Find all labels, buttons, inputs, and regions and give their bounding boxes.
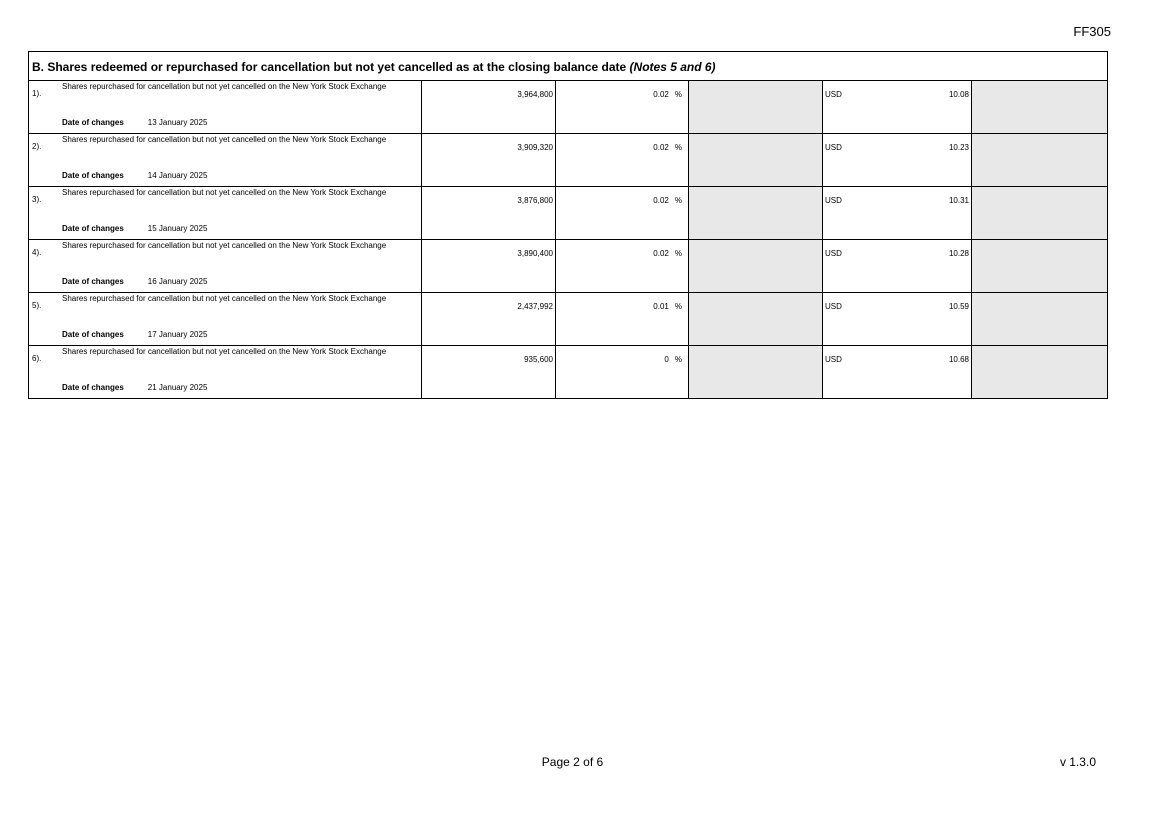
shaded-cell-end [972, 187, 1108, 240]
currency-code: USD [825, 143, 842, 152]
description-cell [29, 293, 422, 346]
date-line [62, 277, 207, 286]
shaded-cell-end [972, 134, 1108, 187]
page-number: Page 2 of 6 [541, 755, 604, 769]
description-cell [29, 346, 422, 399]
percent-cell [556, 346, 689, 399]
row-index: 4). [32, 248, 42, 257]
date-value: 21 January 2025 [147, 383, 208, 392]
section-heading [28, 51, 1108, 80]
row-description: Shares repurchased for cancellation but not yet cancelled on the New York Stock Exchange [62, 135, 387, 144]
percent-sign: % [674, 196, 682, 205]
section-title: B. Shares redeemed or repurchased for cancellation but not yet cancelled as at the closing balance date [32, 60, 627, 74]
percent-cell [556, 187, 689, 240]
percent-value: 0.02 [653, 143, 669, 152]
price-cell [823, 81, 972, 134]
row-description: Shares repurchased for cancellation but not yet cancelled on the New York Stock Exchange [62, 347, 387, 356]
price-cell [823, 187, 972, 240]
table-row [29, 293, 1108, 346]
percent-value: 0.02 [653, 90, 669, 99]
description-cell [29, 187, 422, 240]
shaded-cell-end [972, 81, 1108, 134]
table-row [29, 134, 1108, 187]
shaded-cell [689, 134, 823, 187]
percent-value: 0.01 [653, 302, 669, 311]
date-label: Date of changes [62, 277, 124, 286]
price-value: 10.23 [948, 143, 969, 152]
date-line [62, 224, 207, 233]
row-index: 3). [32, 195, 42, 204]
currency-code: USD [825, 90, 842, 99]
row-description: Shares repurchased for cancellation but not yet cancelled on the New York Stock Exchange [62, 241, 387, 250]
price-cell [823, 134, 972, 187]
shaded-cell [689, 293, 823, 346]
table-row [29, 240, 1108, 293]
currency-code: USD [825, 355, 842, 364]
price-value: 10.31 [948, 196, 969, 205]
percent-sign: % [674, 249, 682, 258]
percent-value: 0 [664, 355, 669, 364]
percent-cell [556, 240, 689, 293]
shaded-cell-end [972, 240, 1108, 293]
price-cell [823, 346, 972, 399]
shaded-cell-end [972, 346, 1108, 399]
date-value: 16 January 2025 [147, 277, 208, 286]
percent-sign: % [674, 90, 682, 99]
shares-cell: 3,876,800 [422, 187, 556, 240]
shares-cell: 2,437,992 [422, 293, 556, 346]
currency-code: USD [825, 302, 842, 311]
row-description: Shares repurchased for cancellation but not yet cancelled on the New York Stock Exchange [62, 82, 387, 91]
date-label: Date of changes [62, 171, 124, 180]
percent-sign: % [674, 143, 682, 152]
percent-sign: % [674, 302, 682, 311]
price-cell [823, 293, 972, 346]
description-cell [29, 240, 422, 293]
row-index: 2). [32, 142, 42, 151]
percent-value: 0.02 [653, 196, 669, 205]
row-index: 6). [32, 354, 42, 363]
price-value: 10.68 [948, 355, 969, 364]
shares-cell: 3,909,320 [422, 134, 556, 187]
percent-value: 0.02 [653, 249, 669, 258]
description-cell [29, 134, 422, 187]
shaded-cell [689, 81, 823, 134]
date-line [62, 383, 207, 392]
date-line [62, 330, 207, 339]
row-index: 5). [32, 301, 42, 310]
date-value: 13 January 2025 [147, 118, 208, 127]
percent-cell [556, 293, 689, 346]
price-cell [823, 240, 972, 293]
row-index: 1). [32, 89, 42, 98]
date-label: Date of changes [62, 118, 124, 127]
percent-sign: % [674, 355, 682, 364]
shaded-cell [689, 346, 823, 399]
shares-redeemed-section [28, 51, 1108, 399]
repurchase-table [28, 80, 1108, 399]
table-row [29, 346, 1108, 399]
row-description: Shares repurchased for cancellation but not yet cancelled on the New York Stock Exchange [62, 188, 387, 197]
date-label: Date of changes [62, 224, 124, 233]
currency-code: USD [825, 249, 842, 258]
date-value: 17 January 2025 [147, 330, 208, 339]
shaded-cell [689, 187, 823, 240]
date-label: Date of changes [62, 383, 124, 392]
percent-cell [556, 81, 689, 134]
price-value: 10.28 [948, 249, 969, 258]
shares-cell: 3,890,400 [422, 240, 556, 293]
percent-cell [556, 134, 689, 187]
price-value: 10.59 [948, 302, 969, 311]
table-row [29, 81, 1108, 134]
shares-cell: 935,600 [422, 346, 556, 399]
form-code: FF305 [1073, 24, 1111, 39]
row-description: Shares repurchased for cancellation but not yet cancelled on the New York Stock Exchange [62, 294, 387, 303]
table-row [29, 187, 1108, 240]
version-label: v 1.3.0 [1059, 755, 1096, 769]
shaded-cell [689, 240, 823, 293]
currency-code: USD [825, 196, 842, 205]
date-line [62, 171, 207, 180]
shaded-cell-end [972, 293, 1108, 346]
date-value: 15 January 2025 [147, 224, 208, 233]
price-value: 10.08 [948, 90, 969, 99]
date-line [62, 118, 207, 127]
date-value: 14 January 2025 [147, 171, 208, 180]
description-cell [29, 81, 422, 134]
shares-cell: 3,964,800 [422, 81, 556, 134]
date-label: Date of changes [62, 330, 124, 339]
section-notes: (Notes 5 and 6) [629, 60, 716, 74]
